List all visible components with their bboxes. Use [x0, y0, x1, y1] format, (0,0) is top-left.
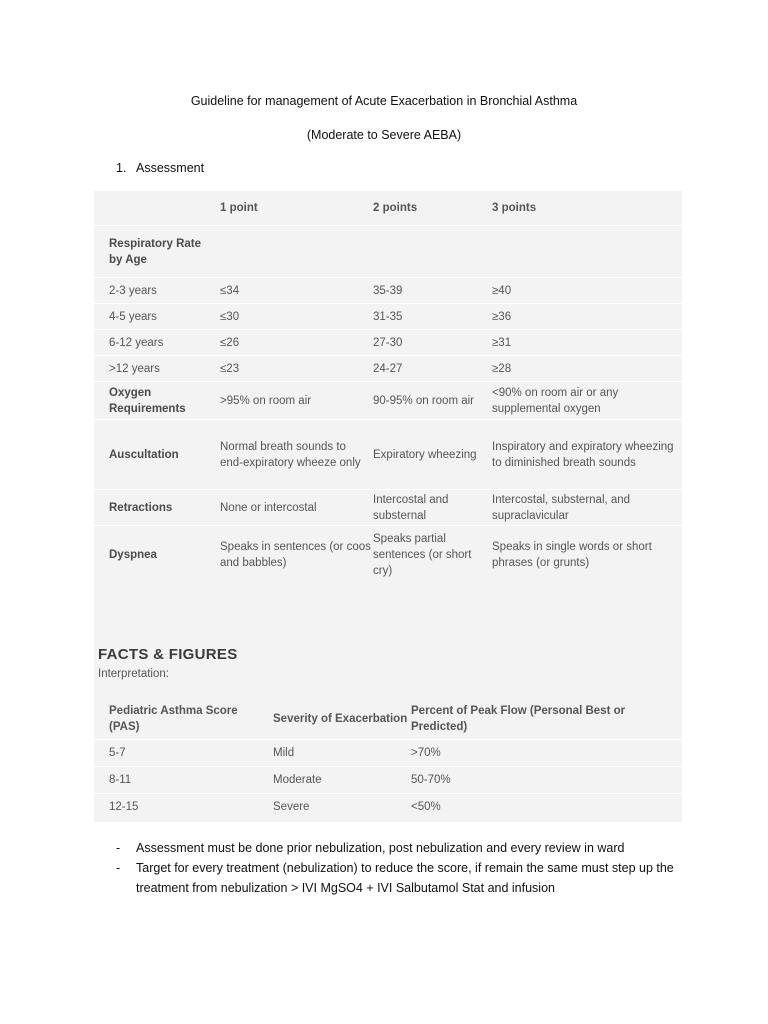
score-table-row [94, 382, 682, 420]
score-cell-c1: ≤30 [216, 304, 371, 330]
score-cell-c1: ≤23 [216, 356, 371, 382]
pas-table-header [94, 699, 682, 740]
note-item [116, 858, 676, 898]
score-cell-c2: 31-35 [371, 304, 488, 330]
pas-interpretation-table [94, 699, 682, 820]
pas-header-severity: Severity of Exacerbation [273, 713, 408, 725]
score-cell-c3: ≥31 [488, 330, 682, 356]
pas-cell-severity: Moderate [266, 767, 409, 794]
pas-cell-peak: >70% [409, 740, 682, 767]
facts-heading: FACTS & FIGURES [98, 646, 238, 663]
score-table-row [94, 420, 682, 490]
score-row-label: 6-12 years [94, 330, 216, 356]
pas-table-row [94, 767, 682, 794]
score-table-row [94, 226, 682, 278]
note-text: Assessment must be done prior nebulization, post nebulization and every review in ward [136, 841, 625, 855]
score-table-row [94, 278, 682, 304]
score-row-label: Dyspnea [94, 526, 216, 584]
score-cell-c3: Speaks in single words or short phrases (or grunts) [488, 526, 682, 584]
note-item [116, 838, 676, 858]
pas-table-row [94, 740, 682, 767]
score-table-row [94, 304, 682, 330]
note-dash: - [116, 841, 121, 855]
score-header-3-points: 3 points [492, 202, 537, 214]
score-cell-c1: ≤34 [216, 278, 371, 304]
score-table-row [94, 490, 682, 526]
score-cell-c3: ≥28 [488, 356, 682, 382]
score-table-row [94, 526, 682, 584]
score-row-label: Auscultation [94, 420, 216, 490]
assessment-figure [94, 191, 682, 822]
pas-header-score: Pediatric Asthma Score (PAS) [109, 705, 238, 733]
score-cell-c3: ≥40 [488, 278, 682, 304]
pas-cell-score: 5-7 [94, 740, 266, 767]
score-cell-c2: 27-30 [371, 330, 488, 356]
score-row-label: Oxygen Requirements [94, 382, 216, 420]
document-subtitle: (Moderate to Severe AEBA) [306, 128, 462, 142]
score-cell-c2: 35-39 [371, 278, 488, 304]
score-row-label: 4-5 years [94, 304, 216, 330]
score-cell-c3: Inspiratory and expiratory wheezing to diminished breath sounds [488, 420, 682, 490]
score-row-label: Retractions [94, 490, 216, 526]
score-table-row [94, 356, 682, 382]
score-cell-c1: None or intercostal [216, 490, 371, 526]
score-cell-c2: 24-27 [371, 356, 488, 382]
score-row-label: Respiratory Rate by Age [94, 226, 216, 278]
score-cell-c3: Intercostal, substernal, and supraclavicular [488, 490, 682, 526]
score-cell-c2: Speaks partial sentences (or short cry) [371, 526, 488, 584]
score-cell-c3: <90% on room air or any supplemental oxygen [488, 382, 682, 420]
score-cell-c2: 90-95% on room air [371, 382, 488, 420]
score-row-label: 2-3 years [94, 278, 216, 304]
score-cell-c2: Intercostal and substernal [371, 490, 488, 526]
pas-cell-severity: Mild [266, 740, 409, 767]
score-cell-c2 [371, 226, 488, 278]
score-cell-c3: ≥36 [488, 304, 682, 330]
score-cell-c2: Expiratory wheezing [371, 420, 488, 490]
note-dash: - [116, 861, 121, 875]
score-header-2-points: 2 points [373, 202, 418, 214]
section-number: 1. [116, 161, 127, 175]
score-cell-c1: Speaks in sentences (or coos and babbles) [216, 526, 371, 584]
document-title: Guideline for management of Acute Exacerbation in Bronchial Asthma [190, 94, 578, 108]
score-cell-c3 [488, 226, 682, 278]
score-header-blank [94, 191, 216, 226]
score-cell-c1 [216, 226, 371, 278]
pas-cell-severity: Severe [266, 794, 409, 821]
pas-cell-score: 12-15 [94, 794, 266, 821]
section-heading [116, 161, 204, 175]
section-heading-text: Assessment [136, 161, 205, 175]
note-text: Target for every treatment (nebulization) to reduce the score, if remain the same must step up the treatment from nebulization > IVI MgSO4 + IVI Salbutamol Stat and infusion [136, 861, 674, 895]
score-header-1-point: 1 point [220, 202, 258, 214]
asthma-score-table [94, 191, 682, 584]
pas-cell-peak: 50-70% [409, 767, 682, 794]
score-table-header [94, 191, 682, 226]
pas-table-row [94, 794, 682, 821]
assessment-notes [116, 838, 676, 898]
score-row-label: >12 years [94, 356, 216, 382]
pas-header-peak-flow: Percent of Peak Flow (Personal Best or Predicted) [411, 705, 626, 733]
score-cell-c1: >95% on room air [216, 382, 371, 420]
score-table-row [94, 330, 682, 356]
score-cell-c1: Normal breath sounds to end-expiratory wheeze only [216, 420, 371, 490]
pas-cell-peak: <50% [409, 794, 682, 821]
interpretation-label: Interpretation: [98, 668, 169, 680]
score-cell-c1: ≤26 [216, 330, 371, 356]
pas-cell-score: 8-11 [94, 767, 266, 794]
